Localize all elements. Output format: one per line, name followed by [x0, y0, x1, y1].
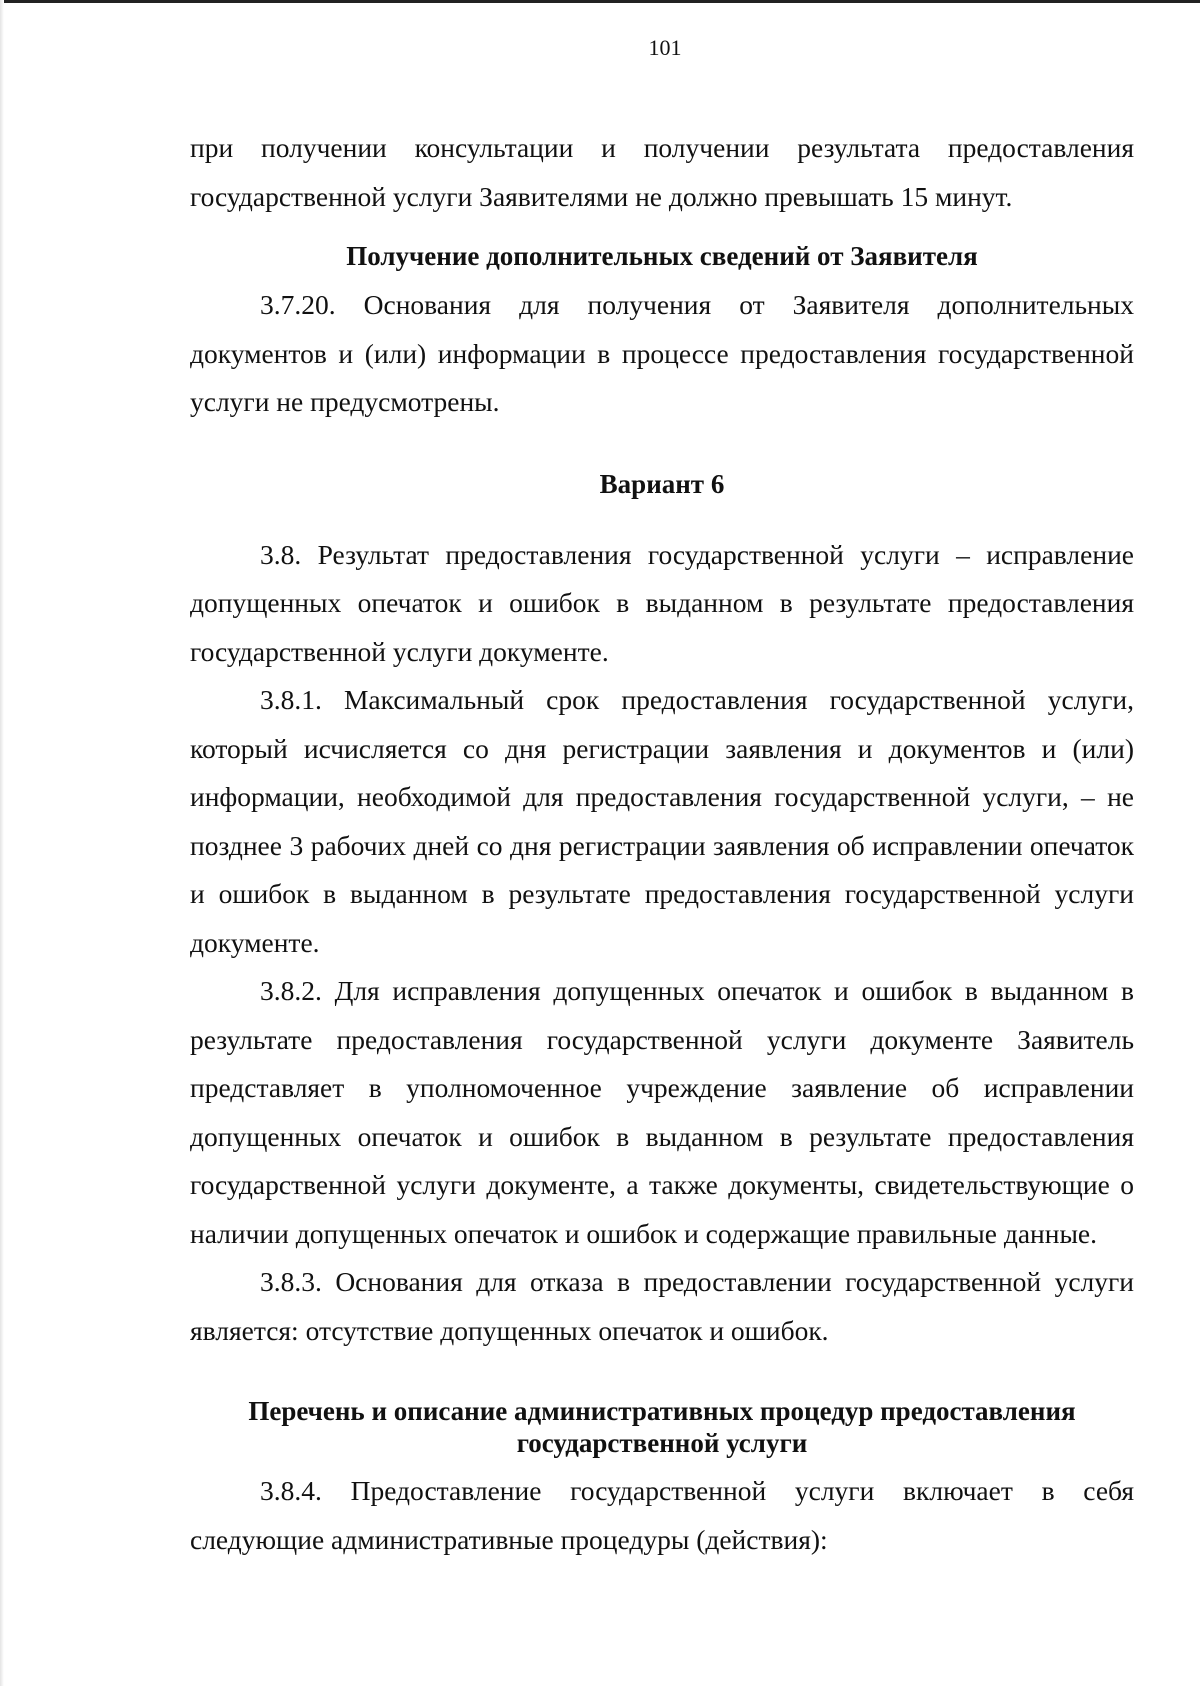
page-top-border — [0, 0, 1200, 3]
paragraph-3-8-1: 3.8.1. Максимальный срок предоставления государственной услуги, который исчисляется со дня регистрации заявления и документов и (или) информации, необходимой для предоставления государственной услуги, – не позднее 3 рабочих дней со дня регистрации заявления об исправлении опечаток и ошибок в выданном в результате предоставления государственной услуги документе. — [190, 684, 1134, 958]
paragraph-3-8-2: 3.8.2. Для исправления допущенных опечаток и ошибок в выданном в результате предоставления государственной услуги документе Заявитель представляет в уполномоченное учреждение заявление об исправлении допущенных опечаток и ошибок в выданном в результате предоставления государственной услуги документе, а также документы, свидетельствующие о наличии допущенных опечаток и ошибок и содержащие правильные данные. — [190, 975, 1134, 1249]
section-heading-procedures-line-2: государственной услуги — [516, 1428, 808, 1458]
paragraph-3-8-3: 3.8.3. Основания для отказа в предоставлении государственной услуги является: отсутствие допущенных опечаток и ошибок. — [190, 1266, 1134, 1346]
document-body — [190, 124, 1134, 1564]
section-heading-additional-info: Получение дополнительных сведений от Заявителя — [346, 241, 978, 271]
page-number: 101 — [648, 35, 682, 60]
section-heading-procedures-line-1: Перечень и описание административных процедур предоставления — [248, 1396, 1076, 1426]
paragraph-3-8: 3.8. Результат предоставления государственной услуги – исправление допущенных опечаток и ошибок в выданном в результате предоставления государственной услуги документе. — [190, 538, 1134, 667]
paragraph-3-7-20: 3.7.20. Основания для получения от Заявителя дополнительных документов и (или) информации в процессе предоставления государственной услуги не предусмотрены. — [190, 289, 1134, 417]
section-heading-variant-6: Вариант 6 — [599, 468, 725, 499]
paragraph-continuation: при получении консультации и получении результата предоставления государственной услуги Заявителями не должно превышать 15 минут. — [190, 132, 1134, 212]
page-left-edge — [0, 0, 4, 1686]
section-heading-procedures — [190, 1395, 1134, 1459]
paragraph-3-8-4: 3.8.4. Предоставление государственной услуги включает в себя следующие административные процедуры (действия): — [190, 1475, 1134, 1555]
